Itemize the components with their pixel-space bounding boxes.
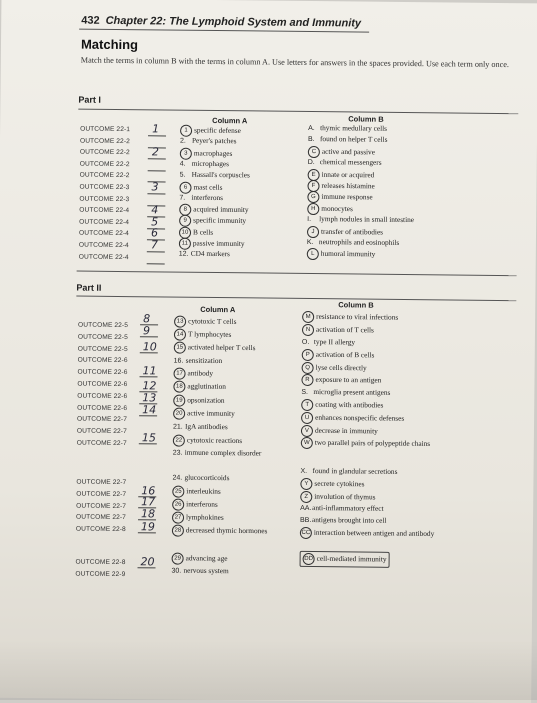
outcome-label: OUTCOME 22-9 <box>75 570 126 579</box>
column-b-term-text: transfer of antibodies <box>321 226 384 237</box>
column-b-term-text: immune response <box>321 192 373 202</box>
column-b-term <box>300 478 364 491</box>
column-a-term-marker: 6 <box>179 181 191 193</box>
column-a-term <box>173 381 226 394</box>
column-b-term-text: enhances nonspecific defenses <box>315 412 405 423</box>
answer-blank <box>147 251 165 252</box>
column-a-term-marker: 16. <box>173 357 184 365</box>
outcome-label: OUTCOME 22-4 <box>78 229 129 238</box>
column-b-term-marker: B. <box>307 136 315 144</box>
handwritten-answer: 20 <box>140 555 155 569</box>
column-b-term-text: lyse cells directly <box>315 362 367 373</box>
column-a-term <box>179 192 223 202</box>
column-a-term-text: cytotoxic T cells <box>188 316 237 326</box>
column-a-term-text: advancing age <box>185 553 228 563</box>
column-b-term <box>308 123 387 134</box>
column-a-term-marker: 24. <box>172 474 183 482</box>
outcome-label: OUTCOME 22-6 <box>77 356 128 365</box>
column-b-term-marker: W <box>301 437 313 449</box>
handwritten-answer: 18 <box>141 507 156 521</box>
column-a-term <box>172 486 221 499</box>
column-a-term-marker: 23. <box>172 449 183 457</box>
outcome-label: OUTCOME 22-7 <box>76 478 127 487</box>
column-a-term-marker: 7. <box>179 194 186 202</box>
column-b-term-text: humoral immunity <box>320 249 376 259</box>
column-b-term-text: innate or acquired <box>321 169 375 179</box>
column-a-term-marker: 12. <box>178 250 189 259</box>
column-a-term <box>172 499 218 511</box>
outcome-label: OUTCOME 22-3 <box>79 183 130 192</box>
part-1-end-rule <box>77 271 517 277</box>
column-a-term-marker: 22 <box>173 435 185 447</box>
handwritten-answer: 10 <box>142 340 157 354</box>
column-a-term-text: T lymphocytes <box>187 329 232 339</box>
column-b-term-marker: Q <box>302 362 314 374</box>
column-a-term-marker: 11 <box>179 238 191 250</box>
outcome-label: OUTCOME 22-2 <box>79 171 130 180</box>
column-a-term-marker: 19 <box>173 395 185 407</box>
column-a-term <box>172 512 224 525</box>
column-a-term-marker: 17 <box>173 368 185 380</box>
column-b-term-marker: DD <box>303 553 315 565</box>
column-a-term-text: interferons <box>191 192 224 202</box>
outcome-label: OUTCOME 22-5 <box>77 333 128 341</box>
column-a-term-text: specific defense <box>194 125 241 135</box>
column-b-term-marker: C <box>308 146 320 158</box>
column-b-term <box>300 466 397 477</box>
column-b-term <box>302 311 398 324</box>
column-b-term <box>300 527 460 541</box>
column-a-term-text: active immunity <box>187 408 235 418</box>
column-b-term-marker: I. <box>307 216 312 224</box>
outcome-label: OUTCOME 22-3 <box>79 195 130 203</box>
column-b-term-marker: N <box>302 324 314 336</box>
outcome-label: OUTCOME 22-8 <box>75 525 126 534</box>
column-a-term-text: CD4 markers <box>190 249 230 259</box>
outcome-label: OUTCOME 22-5 <box>77 345 128 353</box>
column-b-term-text: cell-mediated immunity <box>316 553 387 564</box>
column-b-term-marker: G <box>307 191 319 203</box>
column-b-term-text: coating with antibodies <box>315 399 384 410</box>
column-a-term-text: passive immunity <box>192 238 245 248</box>
handwritten-answer: 1 <box>152 122 160 136</box>
column-a-term <box>172 525 272 538</box>
column-b-term-marker: X. <box>300 467 308 475</box>
column-a-term-marker: 30. <box>171 567 182 575</box>
column-b-term-text: decrease in immunity <box>314 425 378 436</box>
column-b-term-marker: H <box>307 203 319 215</box>
column-a-term-text: decreased thymic hormones <box>185 525 268 536</box>
column-b-term-marker: J <box>307 226 319 238</box>
column-a-term <box>174 316 236 329</box>
column-a-term-text: antibody <box>187 368 214 378</box>
outcome-label: OUTCOME 22-2 <box>79 160 130 168</box>
column-a-term-text: macrophages <box>193 148 233 158</box>
handwritten-answer: 19 <box>140 520 156 534</box>
column-b-term-marker: R <box>301 374 313 386</box>
outcome-label: OUTCOME 22-7 <box>76 502 127 510</box>
column-b-term-marker: E <box>308 169 320 181</box>
column-b-term-text: found on helper T cells <box>319 134 388 145</box>
column-b-term-marker: L <box>307 248 319 260</box>
column-a-term-text: B cells <box>192 227 214 237</box>
column-b-term-text: antigens brought into cell <box>311 515 387 525</box>
column-b-term <box>307 237 399 248</box>
column-b-term <box>308 157 382 168</box>
column-a-term <box>172 473 229 484</box>
column-a-term-marker: 27 <box>172 512 184 524</box>
handwritten-answer: 12 <box>142 379 157 393</box>
column-a-term-marker: 2. <box>179 137 186 145</box>
column-b-term-marker: A. <box>308 124 315 133</box>
column-b-term <box>302 349 375 362</box>
handwritten-answer: 14 <box>142 403 157 417</box>
part-1-column-b-heading: Column B <box>348 114 384 124</box>
column-a-term-text: lymphokines <box>186 512 224 522</box>
answer-blank <box>148 170 166 171</box>
column-a-term <box>173 448 273 459</box>
column-b-term <box>301 387 390 398</box>
column-b-term-marker: P <box>302 349 314 361</box>
outcome-label: OUTCOME 22-6 <box>77 404 128 412</box>
column-b-term <box>301 412 404 425</box>
handwritten-answer: 15 <box>141 431 156 445</box>
column-b-term-text: involution of thymus <box>314 491 376 502</box>
column-a-term <box>172 553 228 566</box>
column-b-term-text: thymic medullary cells <box>320 123 388 133</box>
column-a-term-marker: 15 <box>174 342 186 354</box>
column-a-term-marker: 29 <box>172 553 184 565</box>
handwritten-answer: 2 <box>151 145 159 159</box>
chapter-title: Chapter 22: The Lymphoid System and Immunity <box>105 14 362 30</box>
handwritten-answer: 11 <box>142 364 157 378</box>
part-2-label-text: Part II <box>76 282 102 293</box>
column-a-term <box>171 566 228 577</box>
column-b-term-marker: T <box>301 399 313 411</box>
outcome-label: OUTCOME 22-6 <box>77 392 128 400</box>
part-1-column-a-heading: Column A <box>212 115 248 126</box>
column-a-term-marker: 21. <box>172 423 183 431</box>
column-b-term <box>302 362 367 375</box>
part-1-label <box>78 93 101 107</box>
outcome-label: OUTCOME 22-2 <box>79 137 130 145</box>
column-b-term <box>307 214 414 225</box>
column-a-term-marker: 10 <box>179 226 191 238</box>
column-a-term-marker: 3 <box>180 147 192 159</box>
column-b-term-text: resistance to viral infections <box>316 311 399 322</box>
column-b-term <box>301 425 378 438</box>
column-a-term-marker: 4. <box>179 160 186 168</box>
column-b-term-text: microglia present antigens <box>313 387 391 397</box>
part-2-label <box>76 281 101 295</box>
column-a-term-marker: 20 <box>173 408 185 420</box>
column-b-term-text: anti-inflammatory effect <box>312 503 384 513</box>
column-b-term-text: active and passive <box>321 146 376 157</box>
column-b-term-marker: BB. <box>299 516 312 525</box>
column-a-term-text: sensitization <box>185 355 223 366</box>
header-rule <box>79 29 369 33</box>
column-a-term-text: interferons <box>186 499 218 509</box>
handwritten-answer: 7 <box>150 238 158 252</box>
answer-blank <box>148 135 166 136</box>
outcome-label: OUTCOME 22-7 <box>76 427 127 436</box>
handwritten-answer: 3 <box>151 180 159 194</box>
column-b-term <box>300 491 375 504</box>
column-a-term-text: nervous system <box>183 565 229 576</box>
page-shadow <box>0 640 537 700</box>
column-a-term-text: glucocorticoids <box>184 472 230 483</box>
part-2-column-b-heading: Column B <box>338 300 374 310</box>
handwritten-answer: 13 <box>142 391 157 405</box>
answer-blank <box>147 193 165 194</box>
column-a-term-marker: 1 <box>180 125 192 137</box>
column-a-term <box>173 435 242 448</box>
column-b-term-text: lymph nodules in small intestine <box>319 214 415 225</box>
outcome-label: OUTCOME 22-2 <box>79 148 130 157</box>
column-a-term <box>174 342 256 355</box>
column-a-term <box>179 249 230 260</box>
column-b-term <box>307 248 376 261</box>
column-b-term-marker: CC <box>300 527 312 539</box>
column-a-term-text: immune complex disorder <box>184 447 262 458</box>
column-a-term <box>173 422 228 433</box>
column-a-term-text: acquired immunity <box>193 204 249 215</box>
column-b-term-marker: Y <box>300 478 312 490</box>
page-header <box>81 15 361 30</box>
answer-blank <box>148 158 166 159</box>
part-1-label-text: Part I <box>78 94 101 105</box>
outcome-label: OUTCOME 22-6 <box>77 380 128 389</box>
column-b-term-marker: AA. <box>300 504 312 513</box>
column-a-term-text: cytotoxic reactions <box>186 435 243 445</box>
outcome-label: OUTCOME 22-4 <box>79 206 130 215</box>
column-b-term-text: chemical messengers <box>319 157 382 167</box>
outcome-label: OUTCOME 22-7 <box>76 513 127 522</box>
column-b-term <box>300 515 386 526</box>
column-b-term-marker: S. <box>301 388 309 396</box>
column-a-term-marker: 26 <box>172 499 184 511</box>
column-a-term <box>180 159 229 170</box>
column-b-term-text: two parallel pairs of polypeptide chains <box>314 437 431 448</box>
column-a-term <box>180 136 237 147</box>
column-b-term-marker: F <box>307 180 319 192</box>
outcome-label: OUTCOME 22-7 <box>76 490 127 498</box>
column-b-term-text: found in glandular secretions <box>312 466 398 476</box>
handwritten-answer: 8 <box>143 312 151 326</box>
handwritten-answer: 17 <box>141 495 156 509</box>
column-a-term-text: Hassall's corpuscles <box>191 169 250 180</box>
handwritten-answer: 5 <box>151 215 159 229</box>
handwritten-answer: 9 <box>142 324 151 338</box>
column-a-term-marker: 9 <box>179 215 191 227</box>
handwritten-answer: 6 <box>150 226 159 240</box>
column-a-term-marker: 28 <box>172 525 184 537</box>
outcome-label: OUTCOME 22-7 <box>76 439 127 448</box>
column-b-term-text: activation of B cells <box>315 349 375 360</box>
column-a-term <box>174 356 223 367</box>
column-b-term-marker: U <box>301 412 313 424</box>
column-b-term-text: monocytes <box>321 203 353 213</box>
column-a-term <box>180 170 250 181</box>
outcome-label: OUTCOME 22-4 <box>78 241 129 250</box>
section-title: Matching <box>80 36 139 53</box>
column-b-term <box>308 134 388 145</box>
column-a-term-marker: 14 <box>174 329 186 341</box>
part-1-rule <box>78 109 518 115</box>
part-2-column-a-heading: Column A <box>200 304 236 315</box>
column-a-term-marker: 13 <box>174 316 186 328</box>
column-b-term-text: secrete cytokines <box>314 478 365 489</box>
column-a-term <box>173 395 224 408</box>
column-b-term-text: releases histamine <box>321 180 375 191</box>
column-b-term-text: exposure to an antigen <box>315 374 382 385</box>
column-b-term-marker: V <box>301 425 313 437</box>
column-a-term-text: interleukins <box>186 486 221 496</box>
column-a-term-marker: 8 <box>179 204 191 216</box>
column-a-term-marker: 5. <box>179 171 186 179</box>
outcome-label: OUTCOME 22-1 <box>80 125 131 134</box>
column-a-term <box>174 329 232 342</box>
column-b-term <box>300 551 390 568</box>
column-b-term <box>302 337 355 348</box>
outcome-label: OUTCOME 22-6 <box>77 368 128 377</box>
column-a-term-text: mast cells <box>193 181 223 192</box>
column-a-term <box>173 408 235 421</box>
column-b-term <box>302 324 374 337</box>
outcome-label: OUTCOME 22-7 <box>77 415 128 424</box>
column-a-term-text: agglutination <box>187 381 226 391</box>
column-a-term-text: microphages <box>191 158 230 169</box>
outcome-label: OUTCOME 22-8 <box>75 558 126 567</box>
answer-blank <box>147 263 165 264</box>
column-a-term-text: activated helper T cells <box>187 342 256 353</box>
column-b-term-text: neutrophils and eosinophils <box>318 237 400 247</box>
outcome-label: OUTCOME 22-4 <box>79 218 130 226</box>
column-b-term-marker: Z <box>300 491 312 503</box>
column-b-term <box>300 503 383 514</box>
column-b-term <box>301 374 381 387</box>
handwritten-answer: 16 <box>141 484 156 498</box>
column-a-term-text: IgA antibodies <box>184 421 228 432</box>
column-a-term-text: Peyer's patches <box>191 136 237 146</box>
column-a-term-text: opsonization <box>187 395 225 405</box>
column-a-term-marker: 25 <box>172 486 184 498</box>
column-b-term-marker: M <box>302 311 314 323</box>
column-b-term-text: activation of T cells <box>315 324 374 335</box>
handwritten-answer: 4 <box>151 203 159 217</box>
column-b-term-text: type II allergy <box>313 337 356 347</box>
column-b-term <box>301 437 461 451</box>
outcome-label: OUTCOME 22-5 <box>78 321 129 330</box>
column-b-term-marker: D. <box>307 159 315 167</box>
column-b-term-text: interaction between antigen and antibody <box>313 527 435 538</box>
part-2-rule <box>76 296 516 302</box>
column-b-term-marker: O. <box>301 338 310 347</box>
column-a-term-marker: 18 <box>173 381 185 393</box>
outcome-label: OUTCOME 22-4 <box>78 253 129 261</box>
column-b-term-marker: K. <box>306 238 314 247</box>
page-number: 432 <box>81 14 100 27</box>
column-a-term-text: specific immunity <box>193 215 247 226</box>
column-b-term <box>301 399 383 412</box>
column-a-term <box>173 368 213 380</box>
instructions: Match the terms in column B with the terms in column A. Use letters for answers in the spaces provided. Use each term only once. <box>80 55 510 70</box>
